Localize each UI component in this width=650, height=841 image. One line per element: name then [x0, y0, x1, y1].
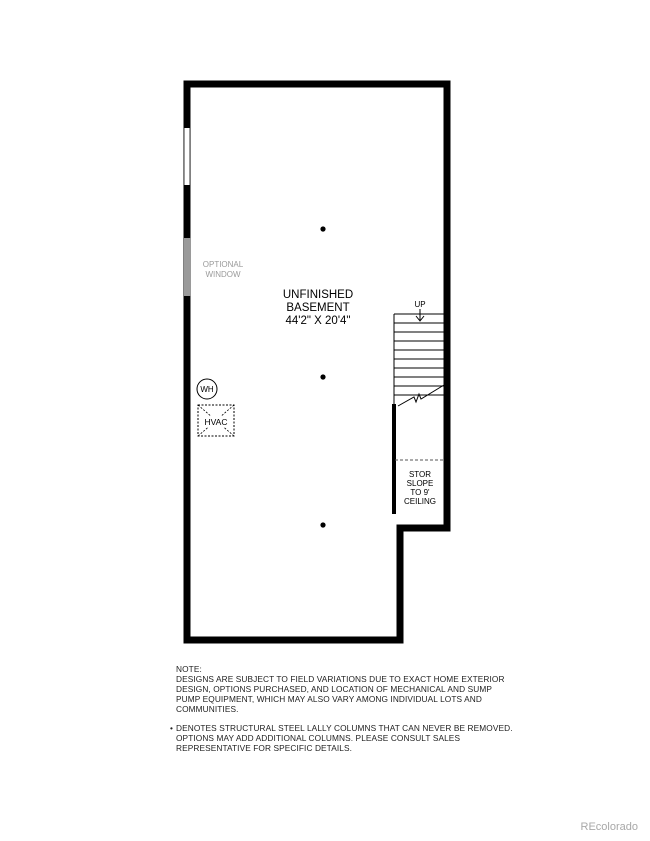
hvac-label: HVAC: [204, 417, 228, 427]
notes-paragraph-2: [170, 723, 516, 753]
storage-label-line3: TO 9': [410, 488, 430, 497]
optional-window-label-line2: WINDOW: [205, 270, 241, 279]
storage-label-line2: SLOPE: [406, 479, 434, 488]
stair-treads: [394, 323, 444, 395]
storage-label-line4: CEILING: [403, 497, 437, 506]
notes-title: NOTE:: [176, 664, 202, 674]
room-name-line2: BASEMENT: [286, 302, 350, 314]
notes-paragraph-1: DESIGNS ARE SUBJECT TO FIELD VARIATIONS DUE TO EXACT HOME EXTERIOR DESIGN, OPTIONS PURCHASED, AND LOCATION OF MECHANICAL AND SUMP PUMP EQUIPMENT, WHICH MAY ALSO VARY AMONG INDIVIDUAL LOTS AND COMMUNITIES.: [176, 674, 505, 714]
storage-label-line1: STOR: [408, 470, 432, 479]
optional-window-label-line1: OPTIONAL: [202, 260, 244, 269]
room-dimensions: 44'2" X 20'4": [285, 315, 351, 327]
water-heater-label: WH: [200, 385, 214, 394]
exterior-wall: [187, 84, 447, 640]
plan-notes: [170, 664, 516, 753]
lally-column: [320, 374, 325, 379]
lally-column: [320, 522, 325, 527]
notes-paragraph-2-text: DENOTES STRUCTURAL STEEL LALLY COLUMNS THAT CAN NEVER BE REMOVED. OPTIONS MAY ADD ADDITIONAL COLUMNS. PLEASE CONSULT SALES REPRESENTATIVE FOR SPECIFIC DETAILS.: [176, 723, 513, 753]
stairs-up-label: UP: [414, 300, 426, 309]
optional-window-marker: [184, 238, 191, 296]
room-name-line1: UNFINISHED: [282, 289, 354, 301]
watermark: REcolorado: [580, 821, 638, 833]
lally-column: [320, 226, 325, 231]
column-bullet-icon: •: [170, 723, 174, 733]
